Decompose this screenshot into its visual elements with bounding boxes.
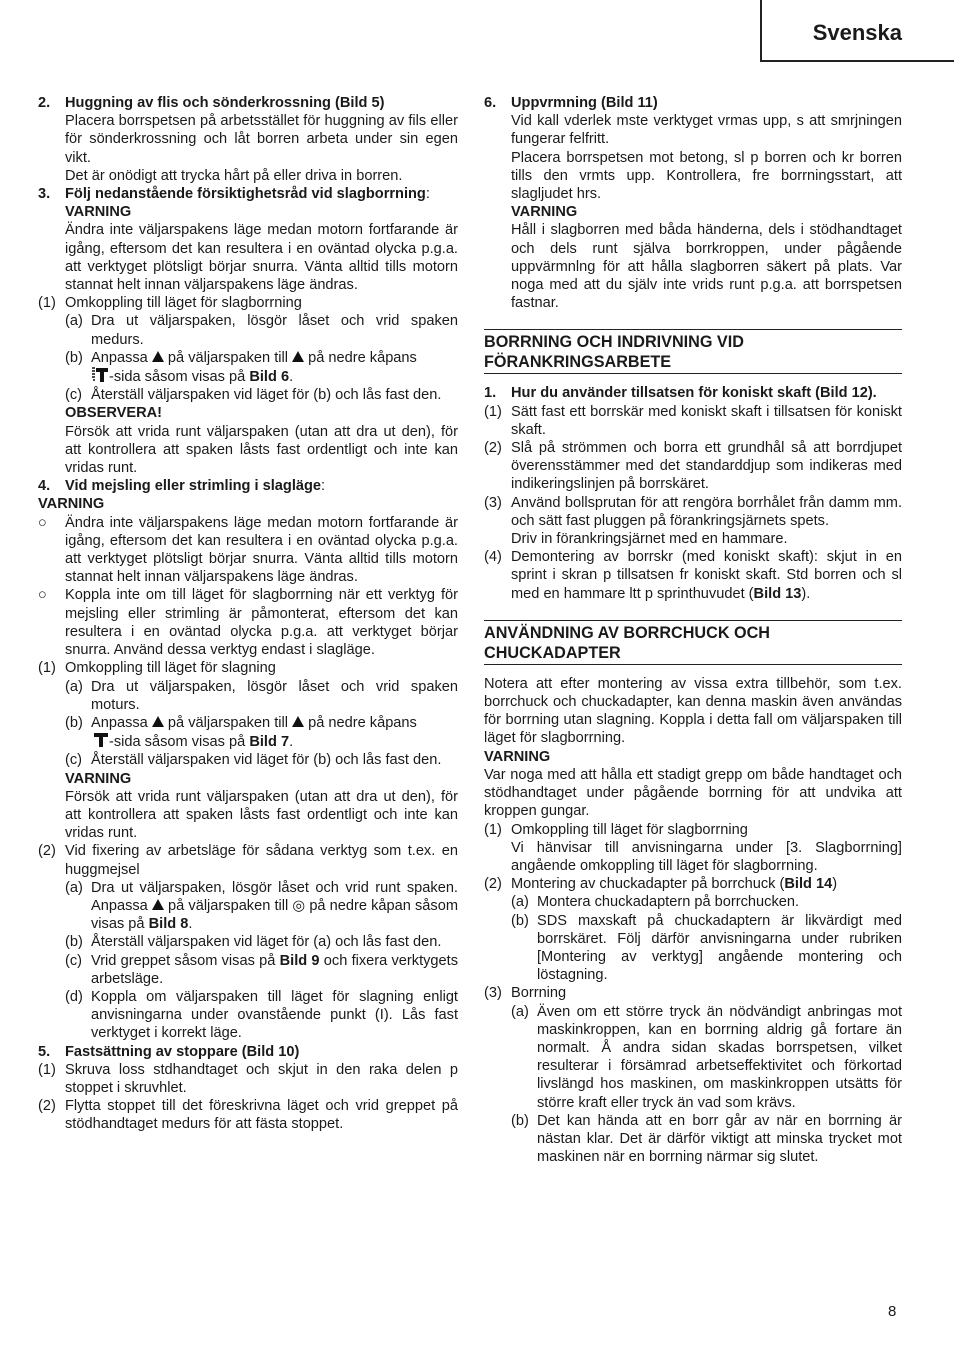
warning-label: VARNING [65, 770, 132, 787]
section-title-chuck: ANVÄNDNING AV BORRCHUCK OCH CHUCKADAPTER [484, 620, 902, 665]
list-item: (c) Återställ väljarspaken vid läget för (b) och lås fast den. [65, 752, 442, 769]
warning-text: Försök att vrida runt väljarspaken (utan att dra ut den), för att kontrollera att spaken låsts fast ordentligt och inte kan vridas runt. [65, 788, 458, 842]
section-2-heading: 2. Huggning av flis och sönderkrossning (Bild 5) [38, 95, 385, 111]
section-6-text-2: Placera borrspetsen mot betong, sl p borren och kr borren tills den vrmts upp. Kontrollera, fre borrningsstart, att slagljudet hrs. [511, 149, 902, 203]
list-item: (1) Skruva loss stdhandtaget och skjut in den raka delen p stoppet i skruvhlet. [38, 1061, 458, 1096]
section-2-text: Placera borrspetsen på arbetsstället för huggning av fils eller för sönderkrossning och låt borren arbeta under sin egen vikt. [65, 113, 458, 166]
page-number: 8 [888, 1303, 897, 1320]
list-item: (2) Slå på strömmen och borra ett grundhål så att borrdjupet överensstämmer med det standarddjup som indikeras med indikeringslinjen på borrskäret. [484, 440, 902, 493]
list-item: (a) Dra ut väljarspaken, lösgör låset och vrid runt spaken. Anpassa på väljarspaken till ◎ på nedre kåpan såsom visas på Bild 8. [65, 879, 458, 933]
note-text: Försök att vrida runt väljarspaken (utan att dra ut den), för att kontrollera att spaken låsts fast ordentligt och inte kan vridas runt. [65, 423, 458, 477]
section-3-heading: 3. Följ nedanstående försiktighetsråd vid slagborrning: [38, 186, 430, 203]
warning-text: Håll i slagborren med båda händerna, dels i stödhandtaget och dels runt själva borrkroppen, under pågående uppvärmnlng för att hålla slagborren säkert på plats. Var noga med att du själv inte vrids runt p.g.a. att borrspetsen fastnar. [511, 222, 902, 312]
list-item: (1) Omkoppling till läget för slagborrning [484, 821, 748, 838]
list-item-continuation: Driv in förankringsjärnet med en hammare. [511, 531, 788, 548]
section-title-anchoring: BORRNING OCH INDRIVNING VID FÖRANKRINGSARBETE [484, 329, 902, 374]
list-item: (b) Återställ väljarspaken vid läget för (a) och lås fast den. [65, 934, 442, 951]
list-item: (2) Vid fixering av arbetsläge för sådana verktyg som t.ex. en huggmejsel [38, 843, 458, 878]
note-label: OBSERVERA! [65, 405, 163, 422]
list-item: (4) Demontering av borrskr (med koniskt skaft): skjut in en sprint i skran p tillsatsen fr koniskt skaft. Std borren och sl med en hammare ltt p sprinthuvudet (Bild 13). [484, 549, 902, 602]
section-intro: Notera att efter montering av vissa extra tillbehör, som t.ex. borrchuck och chuckadapter, kan denna maskin även användas för borrning utan slagning. Koppla i detta fall om väljarspaken till läget för slagborrning. [484, 675, 902, 747]
warning-label: VARNING [484, 748, 551, 765]
warning-label: VARNING [65, 204, 132, 221]
list-item-continuation: Vi hänvisar till anvisningarna under [3. Slagborrning] angående omkoppling till läget för slagborrning. [511, 839, 902, 874]
triangle-mark-icon [152, 899, 164, 910]
warning-text: Ändra inte väljarspakens läge medan motorn fortfarande är igång, eftersom det kan resultera i en oväntad olycka p.g.a. att verktyget plötsligt börjar snurra. Vänta alltid tills motorn stannat helt innan väljarspakens läge ändras. [65, 222, 458, 294]
list-item: (1) Sätt fast ett borrskär med koniskt skaft i tillsatsen för koniskt skaft. [484, 403, 902, 438]
subsection-heading: 1. Hur du använder tillsatsen för koniskt skaft (Bild 12). [484, 385, 877, 402]
list-item: (a) Dra ut väljarspaken, lösgör låset och vrid spaken medurs. [65, 313, 458, 348]
list-item: (b) Anpassa på väljarspaken till på nedre kåpans -sida såsom visas på Bild 6. [65, 349, 417, 386]
list-item: (d) Koppla om väljarspaken till läget för slagning enligt anvisningarna under ovanstående punkt (I). Lås fast verktyget i korrekt läge. [65, 988, 458, 1042]
bullet-item: ○ Koppla inte om till läget för slagborrning när ett verktyg för mejsling eller strimling är påmonterat, eftersom det kan resultera i en oväntad olycka p.g.a. att verktyget börjar snurra. Använd dessa verktyg endast i slagläge. [38, 587, 458, 659]
bullet-item: ○ Ändra inte väljarspakens läge medan motorn fortfarande är igång, eftersom det kan resultera i en oväntad olycka p.g.a. att verktyget plötsligt börjar snurra. Vänta alltid tills motorn stannat helt innan väljarspakens läge ändras. [38, 514, 458, 586]
section-6-text: Vid kall vderlek mste verktyget vrmas upp, s att smrjningen fungerar felfritt. [511, 113, 902, 148]
list-item: (a) Även om ett större tryck än nödvändigt anbringas mot maskinkroppen, kan en borrning aldrig gå fortare än normalt. Å andra sidan skadas borrspetsen, vilket resulterar i försämrad arbetseffektivitet och förkortad livslängd hos maskinen, om maskinkroppen utsätts för större kraft eller tryck än vad som krävs. [511, 1003, 902, 1111]
section-5-heading: 5. Fastsättning av stoppare (Bild 10) [38, 1043, 300, 1060]
list-item: (3) Borrning [484, 985, 567, 1002]
list-item: (b) Anpassa på väljarspaken till på nedre kåpans -sida såsom visas på Bild 7. [65, 714, 417, 751]
concentric-circle-icon: ◎ [292, 897, 306, 914]
language-label: Svenska [812, 20, 902, 45]
list-item: (b) SDS maxskaft på chuckadaptern är likvärdigt med borrskäret. Följ därför anvisningarna under rubriken [Montering av verktyg] angående montering och löstagning. [511, 912, 902, 984]
list-item: (a) Montera chuckadaptern på borrchucken. [511, 894, 800, 911]
list-item: (a) Dra ut väljarspaken, lösgör låset och vrid spaken moturs. [65, 678, 458, 713]
list-item: (2) Flytta stoppet till det föreskrivna läget och vrid greppet på stödhandtaget medurs för att fästa stoppet. [38, 1098, 458, 1133]
hammer-icon [91, 732, 109, 747]
triangle-mark-icon [292, 716, 304, 727]
drill-hammer-icon [91, 367, 109, 382]
list-item: (b) Det kan hända att en borr går av när en borrning är nästan klar. Det är därför viktigt att minska trycket mot maskinen när en borrning närmar sig slutet. [511, 1112, 902, 1166]
left-column [38, 94, 458, 1134]
warning-label: VARNING [511, 204, 578, 221]
triangle-mark-icon [292, 351, 304, 362]
warning-label: VARNING [38, 496, 105, 513]
list-item: (3) Använd bollsprutan för att rengöra borrhålet från damm mm. och sätt fast pluggen på förankringsjärnets spets. [484, 494, 902, 529]
list-item: (2) Montering av chuckadapter på borrchuck (Bild 14) [484, 876, 838, 893]
triangle-mark-icon [152, 351, 164, 362]
language-tab [760, 0, 954, 62]
right-column [484, 94, 902, 1166]
circle-bullet-icon: ○ [38, 587, 47, 604]
list-item: (c) Vrid greppet såsom visas på Bild 9 och fixera verktygets arbetsläge. [65, 952, 459, 987]
list-item: (1) Omkoppling till läget för slagning [38, 660, 276, 677]
triangle-mark-icon [152, 716, 164, 727]
section-4-heading: 4. Vid mejsling eller strimling i slagläge: [38, 478, 326, 495]
list-item: (1) Omkoppling till läget för slagborrning [38, 295, 302, 312]
list-item: (c) Återställ väljarspaken vid läget för (b) och lås fast den. [65, 387, 442, 404]
section-6-heading: 6. Uppvrmning (Bild 11) [484, 95, 658, 111]
warning-text: Var noga med att hålla ett stadigt grepp om både handtaget och stödhandtaget under pågående borrning för att undvika att kroppen gungar. [484, 766, 902, 820]
section-2-text-2: Det är onödigt att trycka hårt på eller driva in borren. [65, 167, 403, 184]
circle-bullet-icon: ○ [38, 514, 47, 531]
